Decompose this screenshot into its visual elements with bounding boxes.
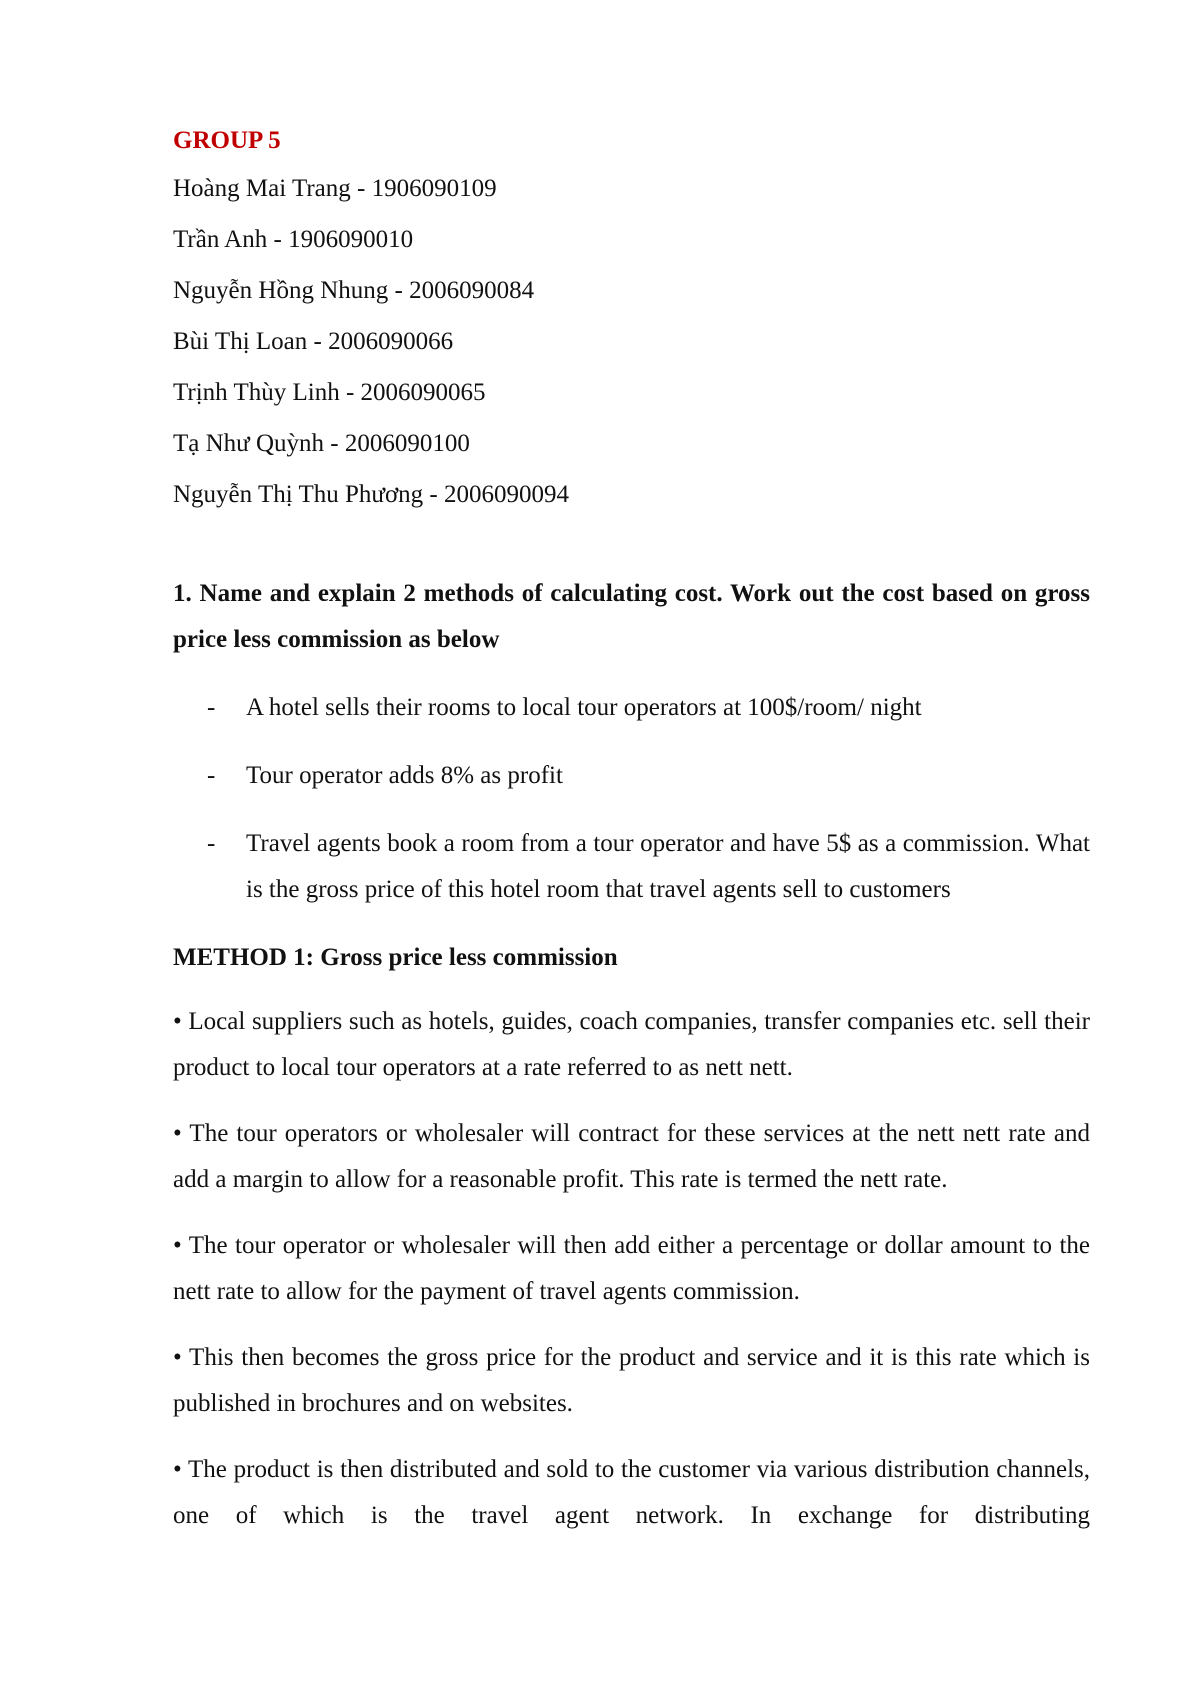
question-bullet-list bbox=[173, 685, 1090, 913]
member-name: Bùi Thị Loan - 2006090066 bbox=[173, 328, 454, 355]
document-page bbox=[173, 118, 1090, 1559]
bullet-item bbox=[173, 685, 1090, 731]
method-paragraph: • The tour operators or wholesaler will contract for these services at the nett nett rate and add a margin to allow for a reasonable profit. This rate is termed the nett rate. bbox=[173, 1120, 1090, 1193]
method-paragraph: • Local suppliers such as hotels, guides, coach companies, transfer companies etc. sell their product to local tour operators at a rate referred to as nett nett. bbox=[173, 1008, 1090, 1081]
method-heading: METHOD 1: Gross price less commission bbox=[173, 944, 618, 971]
bullet-text: Tour operator adds 8% as profit bbox=[246, 762, 563, 789]
member-name: Tạ Như Quỳnh - 2006090100 bbox=[173, 430, 470, 457]
bullet-dash: - bbox=[207, 694, 216, 721]
question-heading: 1. Name and explain 2 methods of calculating cost. Work out the cost based on gross price less commission as below bbox=[173, 580, 1090, 653]
bullet-text: A hotel sells their rooms to local tour operators at 100$/room/ night bbox=[246, 694, 922, 721]
bullet-text: Travel agents book a room from a tour operator and have 5$ as a commission. What is the gross price of this hotel room that travel agents sell to customers bbox=[246, 830, 1090, 903]
member-name: Trịnh Thùy Linh - 2006090065 bbox=[173, 379, 486, 406]
bullet-dash: - bbox=[207, 830, 216, 857]
bullet-dash: - bbox=[207, 762, 216, 789]
group-title: GROUP 5 bbox=[173, 127, 281, 154]
bullet-item bbox=[173, 821, 1090, 913]
member-list bbox=[173, 166, 1090, 523]
member-name: Nguyễn Hồng Nhung - 2006090084 bbox=[173, 277, 535, 304]
member-name: Trần Anh - 1906090010 bbox=[173, 226, 414, 253]
bullet-item bbox=[173, 753, 1090, 799]
member-name: Hoàng Mai Trang - 1906090109 bbox=[173, 175, 497, 202]
method-paragraph: • The tour operator or wholesaler will then add either a percentage or dollar amount to the nett rate to allow for the payment of travel agents commission. bbox=[173, 1232, 1090, 1305]
member-name: Nguyễn Thị Thu Phương - 2006090094 bbox=[173, 481, 569, 508]
method-paragraph: • This then becomes the gross price for the product and service and it is this rate which is published in brochures and on websites. bbox=[173, 1344, 1090, 1417]
method-paragraph: • The product is then distributed and sold to the customer via various distribution channels, one of which is the travel agent network. In exchange for distributing bbox=[173, 1456, 1090, 1529]
